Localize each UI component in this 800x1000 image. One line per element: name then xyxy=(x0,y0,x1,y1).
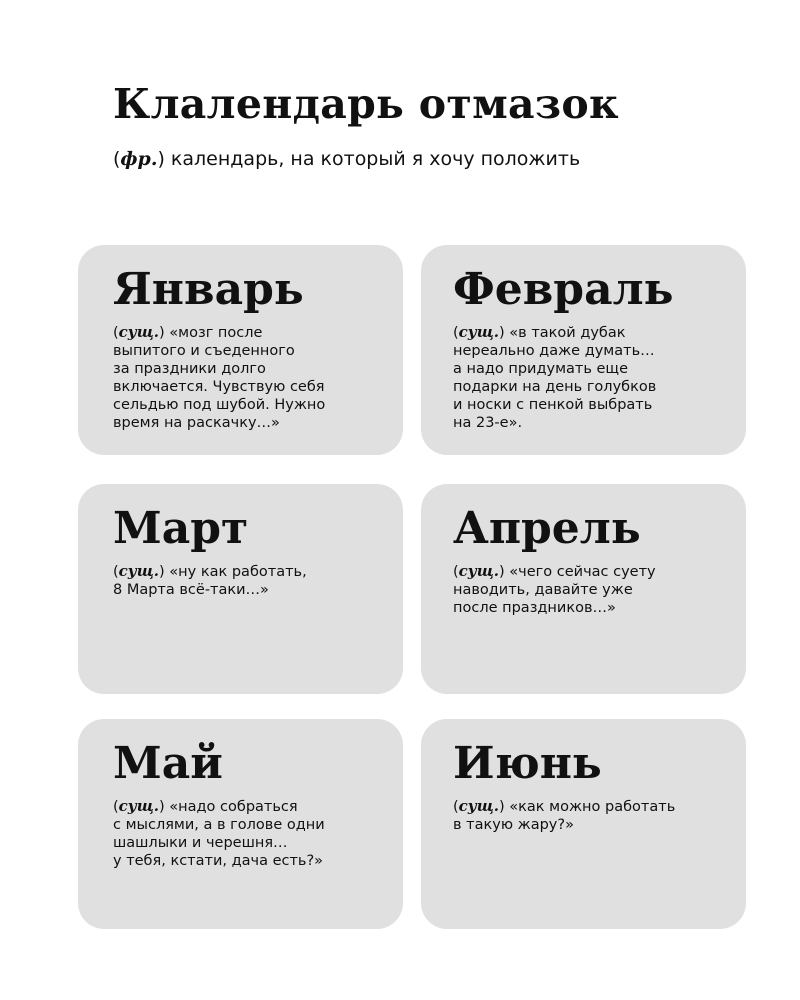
card-text: «надо собраться с мыслями, а в голове одни шашлыки и черешня… у тебя, кстати, дача есть?» xyxy=(113,799,325,870)
card-tag: сущ. xyxy=(458,323,500,342)
card-description: (сущ.) «как можно работать в такую жару?» xyxy=(453,797,676,834)
card-january xyxy=(78,245,403,455)
card-description: (сущ.) «в такой дубак нереально даже думать… а надо придумать еще подарки на день голубков и носки с пенкой выбрать на 23-е». xyxy=(453,323,657,432)
card-text: «в такой дубак нереально даже думать… а надо придумать еще подарки на день голубков и носки с пенкой выбрать на 23-е». xyxy=(453,325,657,432)
card-description: (сущ.) «надо собраться с мыслями, а в голове одни шашлыки и черешня… у тебя, кстати, дача есть?» xyxy=(113,797,325,870)
card-tag: сущ. xyxy=(118,323,160,342)
card-month: Май xyxy=(113,738,223,789)
card-april xyxy=(421,484,746,694)
card-month: Январь xyxy=(113,264,304,315)
card-june xyxy=(421,719,746,929)
card-text: «мозг после выпитого и съеденного за праздники долго включается. Чувствую себя сельдью под шубой. Нужно время на раскачку…» xyxy=(113,325,326,432)
page-subtitle: (фр.) календарь, на который я хочу положить xyxy=(113,148,581,170)
card-text: «чего сейчас суету наводить, давайте уже после праздников…» xyxy=(453,564,656,617)
card-tag: сущ. xyxy=(458,562,500,581)
page-title: Клалендарь отмазок xyxy=(113,80,619,128)
card-month: Март xyxy=(113,503,249,554)
card-month: Апрель xyxy=(453,503,641,554)
card-tag: сущ. xyxy=(118,562,160,581)
card-february xyxy=(421,245,746,455)
card-march xyxy=(78,484,403,694)
card-description: (сущ.) «мозг после выпитого и съеденного за праздники долго включается. Чувствую себя сельдью под шубой. Нужно время на раскачку…» xyxy=(113,323,326,432)
card-tag: сущ. xyxy=(458,797,500,816)
card-text: «как можно работать в такую жару?» xyxy=(453,799,676,834)
card-month: Февраль xyxy=(453,264,674,315)
subtitle-text: календарь, на который я хочу положить xyxy=(170,148,581,170)
card-description: (сущ.) «чего сейчас суету наводить, давайте уже после праздников…» xyxy=(453,562,656,617)
card-month: Июнь xyxy=(453,738,602,789)
card-description: (сущ.) «ну как работать, 8 Марта всё-таки…» xyxy=(113,562,307,599)
card-text: «ну как работать, 8 Марта всё-таки…» xyxy=(113,564,307,599)
subtitle-tag: фр. xyxy=(120,148,158,170)
card-tag: сущ. xyxy=(118,797,160,816)
card-may xyxy=(78,719,403,929)
